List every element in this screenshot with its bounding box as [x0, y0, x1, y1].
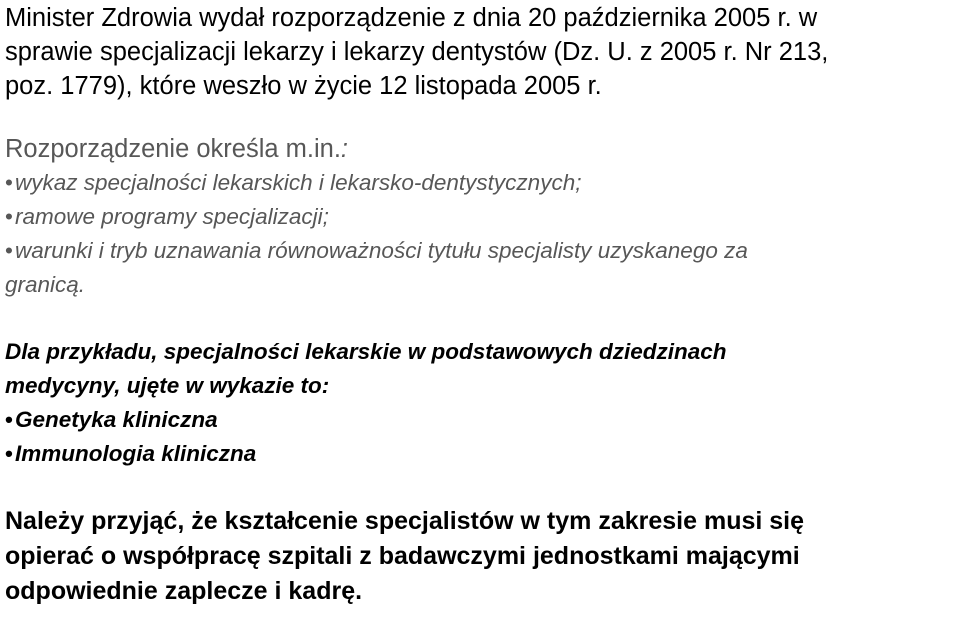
closing-line-1: Należy przyjąć, że kształcenie specjalistów w tym zakresie musi się — [5, 507, 805, 535]
bullet-icon: • — [5, 238, 13, 263]
list-item: •Genetyka kliniczna — [5, 403, 957, 437]
bullet-icon: • — [5, 170, 13, 195]
bullet-icon: • — [5, 407, 13, 432]
examples-line-2: medycyny, ujęte w wykazie to: — [5, 373, 330, 398]
regulation-list — [5, 166, 957, 302]
examples-line-1: Dla przykładu, specjalności lekarskie w podstawowych dziedzinach — [5, 339, 727, 364]
bullet-icon: • — [5, 204, 13, 229]
list-item: •ramowe programy specjalizacji; — [5, 200, 957, 234]
closing-line-2: opierać o współpracę szpitali z badawczymi jednostkami mającymi — [5, 542, 800, 570]
bullet-icon: • — [5, 441, 13, 466]
intro-paragraph — [5, 0, 957, 103]
list-item: •warunki i tryb uznawania równoważności tytułu specjalisty uzyskanego za — [5, 234, 957, 268]
regulation-section — [5, 132, 957, 302]
closing-paragraph — [5, 504, 957, 609]
list-item-continuation: granicą. — [5, 272, 86, 297]
document-page — [5, 0, 957, 609]
list-item: •wykaz specjalności lekarskich i lekarsko-dentystycznych; — [5, 166, 957, 200]
regulation-heading: Rozporządzenie określa m.in.: — [5, 135, 349, 163]
examples-section — [5, 335, 957, 471]
intro-line-2: sprawie specjalizacji lekarzy i lekarzy dentystów (Dz. U. z 2005 r. Nr 213, — [5, 38, 829, 66]
intro-line-1: Minister Zdrowia wydał rozporządzenie z dnia 20 października 2005 r. w — [5, 4, 818, 32]
intro-line-3: poz. 1779), które weszło w życie 12 listopada 2005 r. — [5, 72, 602, 100]
list-item: •Immunologia kliniczna — [5, 437, 957, 471]
examples-list — [5, 403, 957, 471]
closing-line-3: odpowiednie zaplecze i kadrę. — [5, 577, 363, 605]
